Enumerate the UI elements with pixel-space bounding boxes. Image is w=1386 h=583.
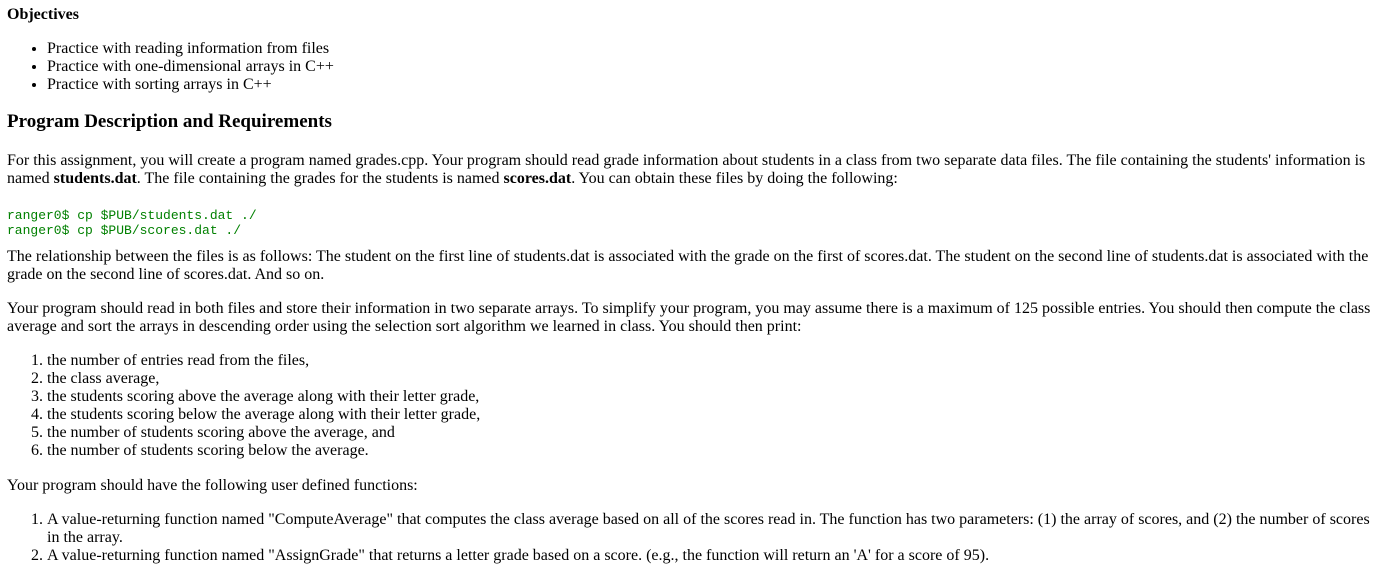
list-item: 2. the class average, — [47, 370, 1378, 388]
command-code-block — [7, 208, 1378, 238]
relationship-paragraph: The relationship between the files is as follows: The student on the first line of students.dat is associated with the grade on the first of scores.dat. The student on the second line of students.dat is associated with the grade on the second line of scores.dat. And so on. — [7, 248, 1369, 283]
program-description-heading: Program Description and Requirements — [7, 111, 332, 132]
list-item: 1. A value-returning function named "ComputeAverage" that computes the class average based on all of the scores read in. The function has two parameters: (1) the array of scores, and (2) the number of scores in the array. — [47, 511, 1378, 547]
list-item: • Practice with one-dimensional arrays in C++ — [47, 58, 1378, 76]
list-item: 3. the students scoring above the average along with their letter grade, — [47, 388, 1378, 406]
functions-list — [7, 511, 1378, 565]
intro-text: . The file containing the grades for the students is named — [136, 170, 504, 187]
intro-paragraph — [7, 152, 1378, 188]
list-item: • Practice with reading information from files — [47, 40, 1378, 58]
command-line: ranger0$ cp $PUB/scores.dat ./ — [7, 223, 242, 238]
functions-intro-paragraph: Your program should have the following user defined functions: — [7, 477, 418, 494]
read-paragraph: Your program should read in both files and store their information in two separate arrays. To simplify your program, you may assume there is a maximum of 125 possible entries. You should then compute the class average and sort the arrays in descending order using the selection sort algorithm we learned in class. You should then print: — [7, 300, 1371, 335]
list-item: 6. the number of students scoring below the average. — [47, 442, 1378, 460]
print-requirements-list — [7, 352, 1378, 460]
intro-text: For this assignment, you will create a program named grades.cpp. Your program should read grade information about students in a class from two separate data files. The file containing the students' information is named — [7, 152, 1366, 187]
objectives-heading: Objectives — [7, 6, 79, 23]
command-line: ranger0$ cp $PUB/students.dat ./ — [7, 208, 257, 223]
scores-file-name: scores.dat — [503, 170, 572, 187]
list-item: 5. the number of students scoring above the average, and — [47, 424, 1378, 442]
students-file-name: students.dat — [53, 170, 137, 187]
list-item: 2. A value-returning function named "AssignGrade" that returns a letter grade based on a score. (e.g., the function will return an 'A' for a score of 95). — [47, 547, 1378, 565]
list-item: 1. the number of entries read from the files, — [47, 352, 1378, 370]
objectives-list — [7, 40, 1378, 94]
list-item: • Practice with sorting arrays in C++ — [47, 76, 1378, 94]
list-item: 4. the students scoring below the average along with their letter grade, — [47, 406, 1378, 424]
intro-text: . You can obtain these files by doing the following: — [571, 170, 898, 187]
